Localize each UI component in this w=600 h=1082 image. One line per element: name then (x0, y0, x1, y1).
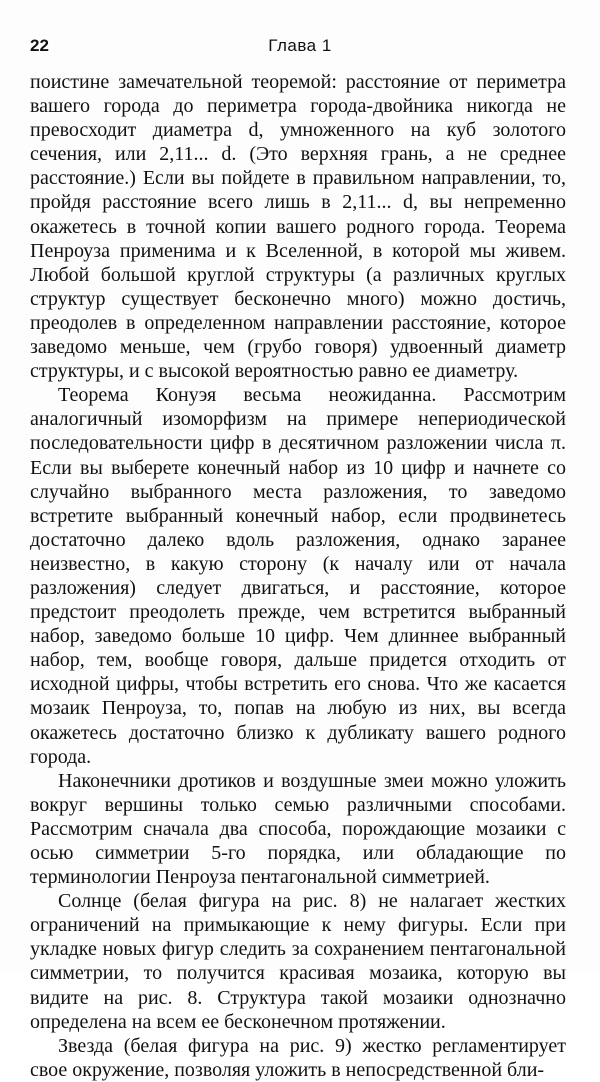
page-header (30, 36, 570, 58)
running-head: Глава 1 (268, 36, 332, 55)
paragraph-5: Звезда (белая фигура на рис. 9) жестко регламентирует свое окружение, позволяя уложить в непосредственной бли- (30, 1034, 566, 1081)
paragraph-2: Теорема Конуэя весьма неожиданна. Рассмотрим аналогичный изоморфизм на примере непериодической последовательности цифр в десятичном разложении числа π. Если вы выберете конечный набор из 10 цифр и начнете со случайно выбранного места разложения, то заведомо встретите выбранный конечный набор, если продвинетесь достаточно далеко вдоль разложения, однако заранее неизвестно, в какую сторону (к началу или от начала разложения) следует двигаться, и расстояние, которое предстоит преодолеть прежде, чем встретится выбранный набор, заведомо больше 10 цифр. Чем длиннее выбранный набор, тем, вообще говоря, дальше придется отходить от исходной цифры, чтобы встретить его снова. Что же касается мозаик Пенроуза, то, попав на любую из них, вы всегда окажетесь достаточно близко к дубликату вашего родного города. (30, 384, 566, 768)
body-text (30, 70, 566, 1082)
page-number: 22 (30, 36, 49, 55)
paragraph-3: Наконечники дротиков и воздушные змеи можно уложить вокруг вершины только семью различными способами. Рассмотрим сначала два способа, порождающие мозаики с осью симметрии 5-го порядка, или обладающие по терминологии Пенроуза пентагональной симметрией. (30, 769, 566, 889)
paragraph-4: Солнце (белая фигура на рис. 8) не налагает жестких ограничений на примыкающие к нему фигуры. Если при укладке новых фигур следить за сохранением пентагональной симметрии, то получится красивая мозаика, которую вы видите на рис. 8. Структура такой мозаики однозначно определена на всем ее бесконечном протяжении. (30, 890, 566, 1033)
paragraph-1: поистине замечательной теоремой: расстояние от периметра вашего города до периметра города-двойника никогда не превосходит диаметра d, умноженного на куб золотого сечения, или 2,11... d. (Это верхняя грань, а не среднее расстояние.) Если вы пойдете в правильном направлении, то, пройдя расстояние всего лишь в 2,11... d, вы непременно окажетесь в точной копии вашего родного города. Теорема Пенроуза применима и к Вселенной, в которой мы живем. Любой большой круглой структуры (а различных круглых структур существует бесконечно много) можно достичь, преодолев в определенном направлении расстояние, которое заведомо меньше, чем (грубо говоря) удвоенный диаметр структуры, и с высокой вероятностью равно ее диаметру. (30, 71, 566, 383)
